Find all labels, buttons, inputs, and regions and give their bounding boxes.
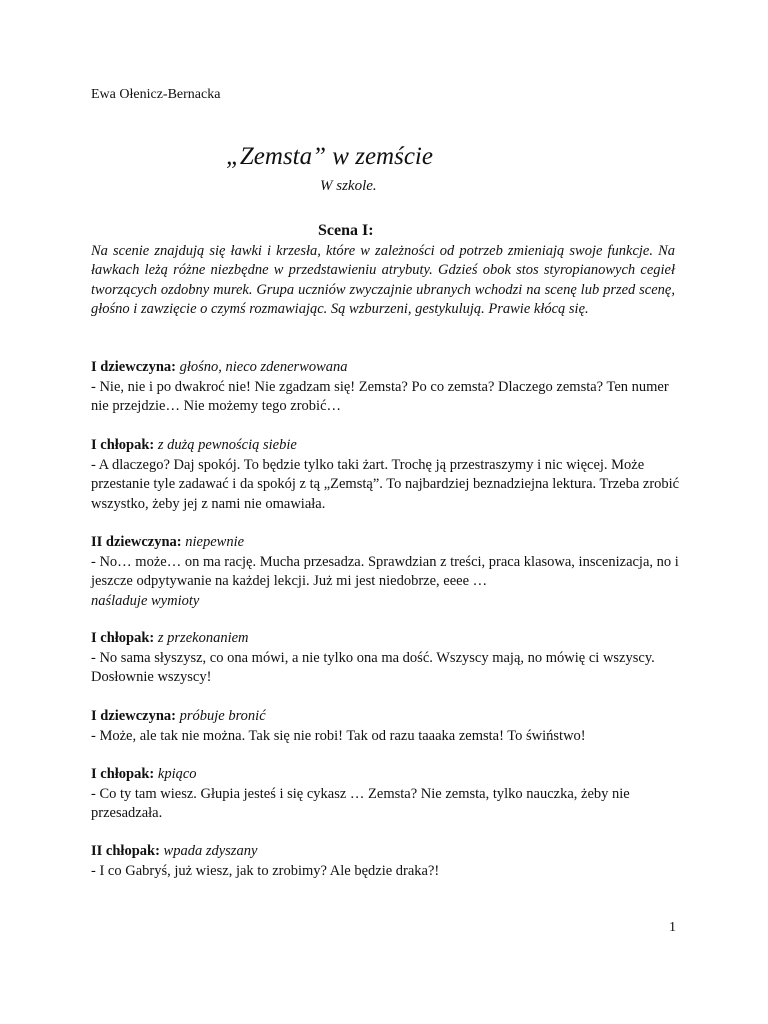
dialogue-block — [91, 707, 681, 746]
dialogue-text: - Nie, nie i po dwakroć nie! Nie zgadzam się! Zemsta? Po co zemsta? Dlaczego zemsta? Ten numer nie przejdzie… Nie możemy tego zrobić… — [91, 378, 669, 414]
speaker-name: II dziewczyna: — [91, 534, 182, 550]
dialogue-block — [91, 765, 681, 824]
speaker-direction: niepewnie — [185, 534, 245, 550]
trailing-stage-direction: naśladuje wymioty — [91, 592, 200, 609]
speaker-direction: próbuje bronić — [179, 708, 266, 724]
speaker-name: I chłopak: — [91, 630, 155, 646]
page-number: 1 — [669, 920, 676, 935]
speaker-direction: głośno, nieco zdenerwowana — [179, 359, 348, 375]
stage-direction: Na scenie znajdują się ławki i krzesła, które w zależności od potrzeb zmieniają swoje funkcje. Na ławkach leżą różne niezbędne w przedstawieniu atrybuty. Gdzieś obok stos styropianowych cegieł tworzących ozdobny murek. Grupa uczniów zwyczajnie ubranych wchodzi na scenę lub przed scenę, głośno i zawzięcie o czymś rozmawiając. Są wzburzeni, gestykulują. Prawie kłócą się. — [91, 243, 675, 318]
speaker-direction: z przekonaniem — [157, 630, 249, 646]
dialogue-block — [91, 358, 681, 417]
speaker-direction: z dużą pewnością siebie — [157, 437, 297, 453]
dialogue-text: - Co ty tam wiesz. Głupia jesteś i się cykasz … Zemsta? Nie zemsta, tylko nauczka, żeby nie przesadzała. — [91, 785, 630, 821]
dialogue-block — [91, 842, 681, 881]
dialogue-block — [91, 629, 681, 688]
author-name: Ewa Ołenicz-Bernacka — [91, 87, 221, 102]
dialogue-text: - A dlaczego? Daj spokój. To będzie tylko taki żart. Trochę ją przestraszymy i nic więcej. Może przestanie tyle zadawać i da spokój z tą „Zemstą”. To najbardziej beznadziejna lektura. Trzeba zrobić wszystko, żeby jej z nami nie omawiała. — [91, 456, 680, 512]
dialogue-text: - No… może… on ma rację. Mucha przesadza. Sprawdzian z treści, praca klasowa, inscenizacja, no i jeszcze odpytywanie na każdej lekcji. Już mi jest niedobrze, eeee … — [91, 553, 679, 589]
speaker-name: I dziewczyna: — [91, 708, 176, 724]
speaker-direction: kpiąco — [157, 766, 197, 782]
speaker-name: I chłopak: — [91, 766, 155, 782]
speaker-direction: wpada zdyszany — [163, 843, 258, 859]
document-subtitle: W szkole. — [320, 178, 377, 194]
dialogue-text: - No sama słyszysz, co ona mówi, a nie tylko ona ma dość. Wszyscy mają, no mówię ci wszyscy. Dosłownie wszyscy! — [91, 649, 655, 685]
speaker-name: II chłopak: — [91, 843, 160, 859]
speaker-name: I chłopak: — [91, 437, 155, 453]
dialogue-block — [91, 533, 681, 611]
dialogue-text: - Może, ale tak nie można. Tak się nie robi! Tak od razu taaaka zemsta! To świństwo! — [91, 727, 586, 744]
speaker-name: I dziewczyna: — [91, 359, 176, 375]
dialogue-block — [91, 436, 681, 514]
dialogue-text: - I co Gabryś, już wiesz, jak to zrobimy? Ale będzie draka?! — [91, 862, 440, 879]
document-title: „Zemsta” w zemście — [226, 143, 433, 170]
scene-heading: Scena I: — [318, 222, 374, 239]
